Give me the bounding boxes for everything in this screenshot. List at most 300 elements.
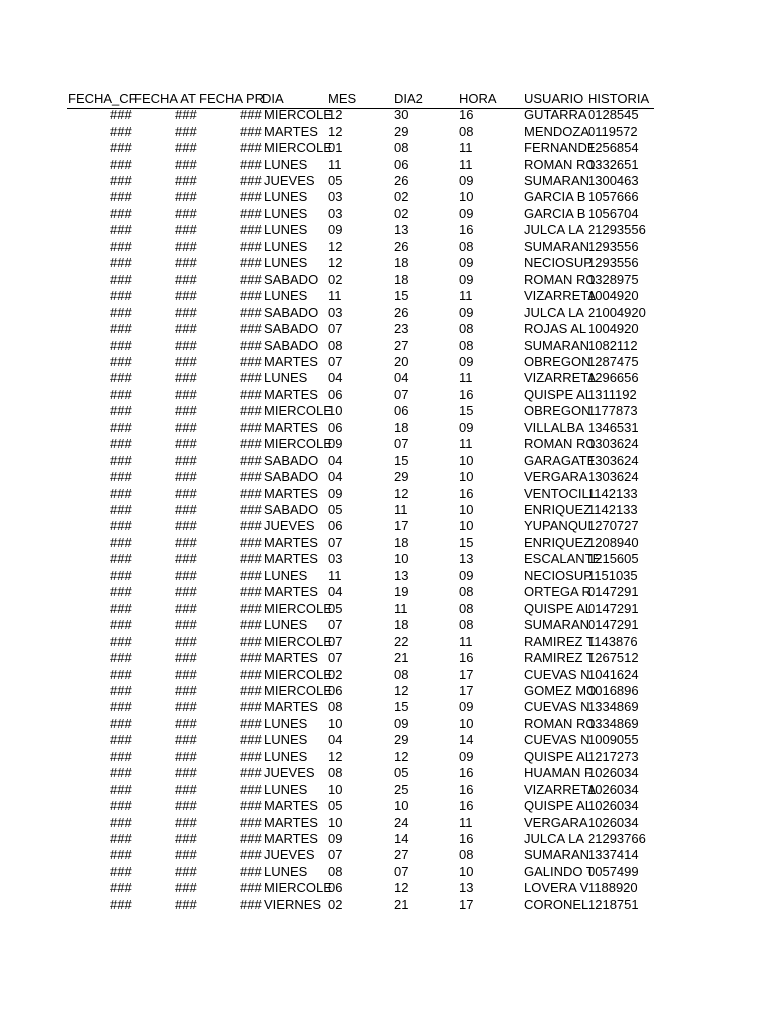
cell-usuario[interactable]: RAMIREZ T: [524, 633, 594, 649]
cell-usuario[interactable]: JULCA LA: [524, 831, 584, 846]
cell-dia2[interactable]: 17: [394, 518, 409, 534]
cell-usuario[interactable]: HUAMAN F: [524, 765, 592, 781]
cell-historia[interactable]: 1151035: [588, 567, 638, 583]
cell-dia2[interactable]: 15: [394, 699, 409, 715]
cell-fecha-cf[interactable]: ###: [110, 682, 132, 698]
cell-fecha-pr[interactable]: ###: [240, 600, 262, 616]
cell-dia2[interactable]: 25: [394, 781, 409, 797]
cell-mes[interactable]: 12: [328, 255, 343, 271]
cell-usuario[interactable]: QUISPE AL: [524, 600, 592, 616]
cell-hora[interactable]: 16: [459, 485, 474, 501]
cell-fecha-pr[interactable]: ###: [240, 765, 262, 781]
cell-fecha-pr[interactable]: ###: [240, 880, 262, 896]
cell-fecha-pr[interactable]: ###: [240, 173, 262, 188]
cell-fecha-cf[interactable]: ###: [110, 584, 132, 600]
cell-hora[interactable]: 09: [459, 699, 474, 715]
cell-dia2[interactable]: 18: [394, 419, 409, 435]
cell-hora[interactable]: 16: [459, 798, 474, 814]
cell-usuario[interactable]: FERNANDE: [524, 140, 596, 156]
cell-fecha-pr[interactable]: ###: [240, 321, 262, 337]
cell-mes[interactable]: 11: [328, 567, 342, 583]
cell-dia2[interactable]: 29: [394, 732, 409, 748]
cell-fecha-cf[interactable]: ###: [110, 189, 132, 205]
cell-mes[interactable]: 04: [328, 452, 343, 468]
cell-dia[interactable]: LUNES: [264, 238, 308, 254]
cell-dia[interactable]: SABADO: [264, 502, 319, 517]
cell-usuario[interactable]: ROMAN RO: [524, 436, 596, 452]
cell-dia2[interactable]: 20: [394, 353, 409, 369]
cell-usuario[interactable]: RAMIREZ T: [524, 650, 594, 666]
cell-fecha-cf[interactable]: ###: [110, 469, 132, 485]
cell-mes[interactable]: 07: [328, 650, 343, 666]
cell-dia[interactable]: LUNES: [264, 732, 308, 748]
cell-usuario[interactable]: VENTOCILL: [524, 485, 597, 501]
cell-usuario[interactable]: SUMARAN: [524, 173, 590, 188]
cell-usuario[interactable]: LOVERA V: [524, 880, 589, 896]
cell-hora[interactable]: 10: [459, 715, 474, 731]
cell-usuario[interactable]: ROMAN RO: [524, 156, 596, 172]
cell-fecha-cf[interactable]: ###: [110, 765, 132, 781]
cell-dia2[interactable]: 14: [394, 831, 409, 846]
cell-dia2[interactable]: 12: [394, 748, 409, 764]
cell-fecha-cf[interactable]: ###: [110, 370, 132, 386]
cell-fecha-at[interactable]: ###: [175, 189, 197, 205]
cell-hora[interactable]: 08: [459, 847, 474, 863]
cell-historia[interactable]: 1026034: [588, 781, 639, 797]
cell-historia[interactable]: 21004920: [588, 304, 646, 320]
cell-hora[interactable]: 11: [459, 140, 473, 156]
cell-dia[interactable]: LUNES: [264, 617, 308, 633]
cell-fecha-cf[interactable]: ###: [110, 255, 132, 271]
cell-mes[interactable]: 11: [328, 156, 342, 172]
cell-fecha-at[interactable]: ###: [175, 666, 197, 682]
cell-usuario[interactable]: ROJAS AL: [524, 321, 587, 337]
cell-historia[interactable]: 1334869: [588, 715, 639, 731]
cell-hora[interactable]: 15: [459, 534, 474, 550]
cell-hora[interactable]: 08: [459, 617, 474, 633]
cell-mes[interactable]: 02: [328, 896, 343, 912]
cell-mes[interactable]: 04: [328, 732, 343, 748]
cell-fecha-cf[interactable]: ###: [110, 107, 132, 123]
cell-usuario[interactable]: NECIOSUP: [524, 567, 592, 583]
cell-fecha-cf[interactable]: ###: [110, 222, 132, 238]
cell-dia2[interactable]: 10: [394, 798, 409, 814]
cell-historia[interactable]: 1026034: [588, 798, 639, 814]
cell-fecha-at[interactable]: ###: [175, 403, 197, 419]
cell-dia[interactable]: MIERCOLE: [264, 436, 332, 452]
cell-historia[interactable]: 1300463: [588, 173, 639, 188]
cell-hora[interactable]: 09: [459, 173, 474, 188]
cell-dia2[interactable]: 18: [394, 617, 409, 633]
cell-usuario[interactable]: SUMARAN: [524, 617, 590, 633]
cell-fecha-at[interactable]: ###: [175, 765, 197, 781]
cell-fecha-at[interactable]: ###: [175, 831, 197, 846]
cell-dia[interactable]: MARTES: [264, 419, 318, 435]
cell-fecha-at[interactable]: ###: [175, 551, 197, 567]
cell-usuario[interactable]: ESCALANTE: [524, 551, 602, 567]
cell-historia[interactable]: 1142133: [588, 485, 638, 501]
cell-fecha-at[interactable]: ###: [175, 353, 197, 369]
cell-fecha-cf[interactable]: ###: [110, 321, 132, 337]
cell-usuario[interactable]: OBREGON: [524, 353, 591, 369]
cell-historia[interactable]: 1188920: [588, 880, 638, 896]
cell-dia[interactable]: MARTES: [264, 584, 318, 600]
cell-mes[interactable]: 07: [328, 353, 343, 369]
cell-fecha-cf[interactable]: ###: [110, 847, 132, 863]
cell-hora[interactable]: 09: [459, 304, 474, 320]
cell-fecha-pr[interactable]: ###: [240, 551, 262, 567]
cell-fecha-cf[interactable]: ###: [110, 173, 132, 188]
cell-fecha-at[interactable]: ###: [175, 386, 197, 402]
cell-dia[interactable]: SABADO: [264, 469, 319, 485]
cell-fecha-pr[interactable]: ###: [240, 518, 262, 534]
cell-historia[interactable]: 1303624: [588, 452, 639, 468]
cell-fecha-cf[interactable]: ###: [110, 534, 132, 550]
cell-dia[interactable]: LUNES: [264, 781, 308, 797]
cell-fecha-cf[interactable]: ###: [110, 551, 132, 567]
cell-fecha-pr[interactable]: ###: [240, 567, 262, 583]
cell-historia[interactable]: 1009055: [588, 732, 639, 748]
cell-fecha-at[interactable]: ###: [175, 205, 197, 221]
cell-dia[interactable]: MARTES: [264, 650, 318, 666]
cell-fecha-at[interactable]: ###: [175, 469, 197, 485]
cell-dia[interactable]: MARTES: [264, 831, 318, 846]
header-fecha-at[interactable]: FECHA AT: [134, 91, 196, 106]
cell-fecha-at[interactable]: ###: [175, 600, 197, 616]
cell-fecha-at[interactable]: ###: [175, 271, 197, 287]
cell-historia[interactable]: 0147291: [588, 584, 639, 600]
header-hora[interactable]: HORA: [459, 91, 497, 106]
cell-fecha-at[interactable]: ###: [175, 288, 197, 304]
cell-dia[interactable]: LUNES: [264, 205, 308, 221]
cell-historia[interactable]: 21293766: [588, 831, 646, 846]
cell-fecha-at[interactable]: ###: [175, 485, 197, 501]
cell-mes[interactable]: 03: [328, 304, 343, 320]
cell-historia[interactable]: 1026034: [588, 814, 639, 830]
cell-historia[interactable]: 1057666: [588, 189, 639, 205]
cell-hora[interactable]: 15: [459, 403, 474, 419]
cell-usuario[interactable]: VILLALBA: [524, 419, 584, 435]
cell-dia[interactable]: MIERCOLE: [264, 633, 332, 649]
cell-historia[interactable]: 0119572: [588, 123, 638, 139]
cell-mes[interactable]: 12: [328, 748, 343, 764]
cell-fecha-cf[interactable]: ###: [110, 518, 132, 534]
cell-fecha-pr[interactable]: ###: [240, 140, 262, 156]
cell-fecha-pr[interactable]: ###: [240, 386, 262, 402]
cell-historia[interactable]: 21293556: [588, 222, 646, 238]
cell-fecha-pr[interactable]: ###: [240, 584, 262, 600]
cell-fecha-pr[interactable]: ###: [240, 699, 262, 715]
cell-dia[interactable]: MIERCOLE: [264, 403, 332, 419]
cell-dia[interactable]: LUNES: [264, 222, 308, 238]
cell-mes[interactable]: 06: [328, 419, 343, 435]
cell-fecha-at[interactable]: ###: [175, 238, 197, 254]
cell-usuario[interactable]: SUMARAN: [524, 337, 590, 353]
cell-dia2[interactable]: 05: [394, 765, 409, 781]
cell-dia2[interactable]: 15: [394, 288, 409, 304]
cell-historia[interactable]: 1334869: [588, 699, 639, 715]
cell-fecha-at[interactable]: ###: [175, 567, 197, 583]
cell-fecha-pr[interactable]: ###: [240, 107, 262, 123]
cell-historia[interactable]: 0057499: [588, 863, 639, 879]
cell-dia2[interactable]: 10: [394, 551, 409, 567]
cell-dia[interactable]: MARTES: [264, 485, 318, 501]
cell-historia[interactable]: 1208940: [588, 534, 639, 550]
cell-hora[interactable]: 11: [459, 633, 473, 649]
cell-mes[interactable]: 04: [328, 469, 343, 485]
cell-usuario[interactable]: JULCA LA: [524, 304, 584, 320]
cell-mes[interactable]: 07: [328, 847, 343, 863]
cell-fecha-at[interactable]: ###: [175, 633, 197, 649]
cell-fecha-at[interactable]: ###: [175, 863, 197, 879]
cell-historia[interactable]: 1328975: [588, 271, 639, 287]
cell-fecha-cf[interactable]: ###: [110, 205, 132, 221]
cell-usuario[interactable]: YUPANQUI: [524, 518, 591, 534]
cell-usuario[interactable]: VERGARA: [524, 814, 588, 830]
cell-dia[interactable]: SABADO: [264, 271, 319, 287]
cell-dia[interactable]: VIERNES: [264, 896, 322, 912]
cell-fecha-at[interactable]: ###: [175, 584, 197, 600]
cell-usuario[interactable]: CUEVAS N: [524, 699, 590, 715]
cell-hora[interactable]: 08: [459, 123, 474, 139]
cell-hora[interactable]: 10: [459, 863, 474, 879]
cell-dia2[interactable]: 23: [394, 321, 409, 337]
cell-dia2[interactable]: 18: [394, 271, 409, 287]
cell-fecha-cf[interactable]: ###: [110, 650, 132, 666]
cell-mes[interactable]: 02: [328, 666, 343, 682]
cell-hora[interactable]: 09: [459, 255, 474, 271]
cell-hora[interactable]: 10: [459, 502, 474, 517]
cell-usuario[interactable]: GARCIA B: [524, 205, 586, 221]
cell-hora[interactable]: 08: [459, 321, 474, 337]
cell-hora[interactable]: 17: [459, 896, 474, 912]
cell-hora[interactable]: 08: [459, 238, 474, 254]
cell-usuario[interactable]: ENRIQUEZ: [524, 534, 592, 550]
cell-hora[interactable]: 10: [459, 518, 474, 534]
cell-dia[interactable]: MARTES: [264, 798, 318, 814]
cell-dia[interactable]: MIERCOLE: [264, 682, 332, 698]
cell-dia2[interactable]: 06: [394, 403, 409, 419]
cell-historia[interactable]: 0147291: [588, 617, 639, 633]
cell-fecha-pr[interactable]: ###: [240, 452, 262, 468]
cell-hora[interactable]: 11: [459, 370, 473, 386]
cell-usuario[interactable]: VIZARRETA: [524, 288, 596, 304]
cell-fecha-pr[interactable]: ###: [240, 814, 262, 830]
cell-dia2[interactable]: 21: [394, 650, 409, 666]
cell-hora[interactable]: 11: [459, 814, 473, 830]
cell-historia[interactable]: 1303624: [588, 469, 639, 485]
cell-hora[interactable]: 17: [459, 682, 474, 698]
cell-fecha-cf[interactable]: ###: [110, 699, 132, 715]
cell-mes[interactable]: 08: [328, 765, 343, 781]
cell-dia[interactable]: LUNES: [264, 189, 308, 205]
cell-usuario[interactable]: CUEVAS N: [524, 732, 590, 748]
cell-fecha-at[interactable]: ###: [175, 304, 197, 320]
header-usuario[interactable]: USUARIO: [524, 91, 584, 106]
cell-historia[interactable]: 1041624: [588, 666, 639, 682]
cell-dia2[interactable]: 27: [394, 847, 409, 863]
cell-dia[interactable]: SABADO: [264, 321, 319, 337]
cell-usuario[interactable]: NECIOSUP: [524, 255, 592, 271]
cell-fecha-at[interactable]: ###: [175, 140, 197, 156]
cell-hora[interactable]: 14: [459, 732, 474, 748]
cell-fecha-pr[interactable]: ###: [240, 798, 262, 814]
cell-fecha-at[interactable]: ###: [175, 419, 197, 435]
cell-mes[interactable]: 06: [328, 682, 343, 698]
cell-dia2[interactable]: 02: [394, 189, 409, 205]
cell-dia[interactable]: SABADO: [264, 304, 319, 320]
cell-dia2[interactable]: 13: [394, 567, 409, 583]
cell-mes[interactable]: 02: [328, 271, 343, 287]
cell-fecha-pr[interactable]: ###: [240, 238, 262, 254]
cell-dia2[interactable]: 18: [394, 255, 409, 271]
cell-hora[interactable]: 09: [459, 748, 474, 764]
cell-dia2[interactable]: 18: [394, 534, 409, 550]
cell-fecha-pr[interactable]: ###: [240, 485, 262, 501]
cell-dia[interactable]: LUNES: [264, 863, 308, 879]
cell-dia2[interactable]: 30: [394, 107, 409, 123]
cell-dia[interactable]: MIERCOLE: [264, 666, 332, 682]
cell-historia[interactable]: 1056704: [588, 205, 639, 221]
cell-historia[interactable]: 1303624: [588, 436, 639, 452]
cell-fecha-pr[interactable]: ###: [240, 255, 262, 271]
cell-hora[interactable]: 11: [459, 436, 473, 452]
cell-fecha-at[interactable]: ###: [175, 436, 197, 452]
cell-fecha-at[interactable]: ###: [175, 781, 197, 797]
cell-dia2[interactable]: 12: [394, 485, 409, 501]
cell-mes[interactable]: 01: [328, 140, 343, 156]
cell-dia[interactable]: MIERCOLE: [264, 107, 332, 123]
cell-fecha-pr[interactable]: ###: [240, 222, 262, 238]
cell-fecha-cf[interactable]: ###: [110, 452, 132, 468]
cell-fecha-cf[interactable]: ###: [110, 633, 132, 649]
cell-fecha-cf[interactable]: ###: [110, 337, 132, 353]
cell-dia2[interactable]: 02: [394, 205, 409, 221]
cell-fecha-cf[interactable]: ###: [110, 732, 132, 748]
cell-fecha-at[interactable]: ###: [175, 896, 197, 912]
cell-hora[interactable]: 08: [459, 584, 474, 600]
cell-dia[interactable]: MARTES: [264, 699, 318, 715]
cell-dia[interactable]: JUEVES: [264, 847, 315, 863]
cell-mes[interactable]: 12: [328, 107, 343, 123]
cell-fecha-cf[interactable]: ###: [110, 567, 132, 583]
cell-mes[interactable]: 03: [328, 205, 343, 221]
cell-mes[interactable]: 06: [328, 880, 343, 896]
cell-fecha-pr[interactable]: ###: [240, 748, 262, 764]
cell-fecha-pr[interactable]: ###: [240, 353, 262, 369]
cell-fecha-pr[interactable]: ###: [240, 288, 262, 304]
cell-mes[interactable]: 08: [328, 337, 343, 353]
cell-fecha-pr[interactable]: ###: [240, 304, 262, 320]
cell-hora[interactable]: 09: [459, 419, 474, 435]
cell-hora[interactable]: 10: [459, 469, 474, 485]
cell-hora[interactable]: 10: [459, 189, 474, 205]
cell-usuario[interactable]: ENRIQUEZ: [524, 502, 592, 517]
cell-mes[interactable]: 10: [328, 781, 343, 797]
cell-hora[interactable]: 09: [459, 353, 474, 369]
cell-mes[interactable]: 09: [328, 436, 343, 452]
cell-dia2[interactable]: 09: [394, 715, 409, 731]
cell-fecha-pr[interactable]: ###: [240, 205, 262, 221]
cell-hora[interactable]: 16: [459, 781, 474, 797]
cell-dia2[interactable]: 24: [394, 814, 409, 830]
cell-historia[interactable]: 0147291: [588, 600, 639, 616]
cell-fecha-pr[interactable]: ###: [240, 469, 262, 485]
cell-mes[interactable]: 04: [328, 370, 343, 386]
cell-fecha-pr[interactable]: ###: [240, 189, 262, 205]
cell-hora[interactable]: 13: [459, 551, 474, 567]
cell-historia[interactable]: 1287475: [588, 353, 639, 369]
cell-fecha-cf[interactable]: ###: [110, 386, 132, 402]
cell-fecha-pr[interactable]: ###: [240, 156, 262, 172]
cell-fecha-pr[interactable]: ###: [240, 682, 262, 698]
cell-fecha-pr[interactable]: ###: [240, 370, 262, 386]
header-dia2[interactable]: DIA2: [394, 91, 423, 106]
cell-dia[interactable]: LUNES: [264, 255, 308, 271]
cell-fecha-cf[interactable]: ###: [110, 304, 132, 320]
cell-dia[interactable]: JUEVES: [264, 765, 315, 781]
cell-fecha-cf[interactable]: ###: [110, 403, 132, 419]
cell-usuario[interactable]: GALINDO T: [524, 863, 594, 879]
header-dia[interactable]: DIA: [262, 91, 284, 106]
cell-hora[interactable]: 16: [459, 107, 474, 123]
cell-fecha-cf[interactable]: ###: [110, 123, 132, 139]
cell-usuario[interactable]: QUISPE AL: [524, 386, 592, 402]
cell-fecha-at[interactable]: ###: [175, 123, 197, 139]
cell-dia[interactable]: SABADO: [264, 337, 319, 353]
cell-mes[interactable]: 10: [328, 403, 343, 419]
cell-dia2[interactable]: 21: [394, 896, 409, 912]
cell-fecha-at[interactable]: ###: [175, 682, 197, 698]
cell-hora[interactable]: 08: [459, 600, 474, 616]
cell-dia2[interactable]: 26: [394, 304, 409, 320]
cell-fecha-at[interactable]: ###: [175, 814, 197, 830]
cell-usuario[interactable]: VIZARRETA: [524, 370, 596, 386]
cell-fecha-at[interactable]: ###: [175, 880, 197, 896]
cell-dia[interactable]: LUNES: [264, 748, 308, 764]
cell-fecha-cf[interactable]: ###: [110, 156, 132, 172]
cell-mes[interactable]: 07: [328, 534, 343, 550]
cell-dia2[interactable]: 11: [394, 502, 408, 517]
cell-dia2[interactable]: 12: [394, 682, 409, 698]
cell-usuario[interactable]: VERGARA: [524, 469, 588, 485]
cell-fecha-pr[interactable]: ###: [240, 419, 262, 435]
cell-mes[interactable]: 12: [328, 238, 343, 254]
cell-usuario[interactable]: ROMAN RO: [524, 715, 596, 731]
cell-historia[interactable]: 1293556: [588, 238, 639, 254]
cell-fecha-cf[interactable]: ###: [110, 666, 132, 682]
cell-usuario[interactable]: CUEVAS N: [524, 666, 590, 682]
cell-fecha-pr[interactable]: ###: [240, 715, 262, 731]
cell-dia[interactable]: SABADO: [264, 452, 319, 468]
cell-historia[interactable]: 1082112: [588, 337, 638, 353]
cell-fecha-cf[interactable]: ###: [110, 814, 132, 830]
cell-hora[interactable]: 16: [459, 831, 474, 846]
cell-fecha-pr[interactable]: ###: [240, 436, 262, 452]
cell-fecha-pr[interactable]: ###: [240, 650, 262, 666]
cell-mes[interactable]: 03: [328, 189, 343, 205]
cell-fecha-pr[interactable]: ###: [240, 732, 262, 748]
cell-fecha-cf[interactable]: ###: [110, 781, 132, 797]
cell-usuario[interactable]: GUTARRA: [524, 107, 587, 123]
cell-dia2[interactable]: 07: [394, 863, 409, 879]
cell-dia2[interactable]: 06: [394, 156, 409, 172]
cell-usuario[interactable]: OBREGON: [524, 403, 591, 419]
cell-hora[interactable]: 16: [459, 765, 474, 781]
cell-usuario[interactable]: QUISPE AL: [524, 798, 592, 814]
cell-fecha-pr[interactable]: ###: [240, 123, 262, 139]
cell-fecha-cf[interactable]: ###: [110, 140, 132, 156]
